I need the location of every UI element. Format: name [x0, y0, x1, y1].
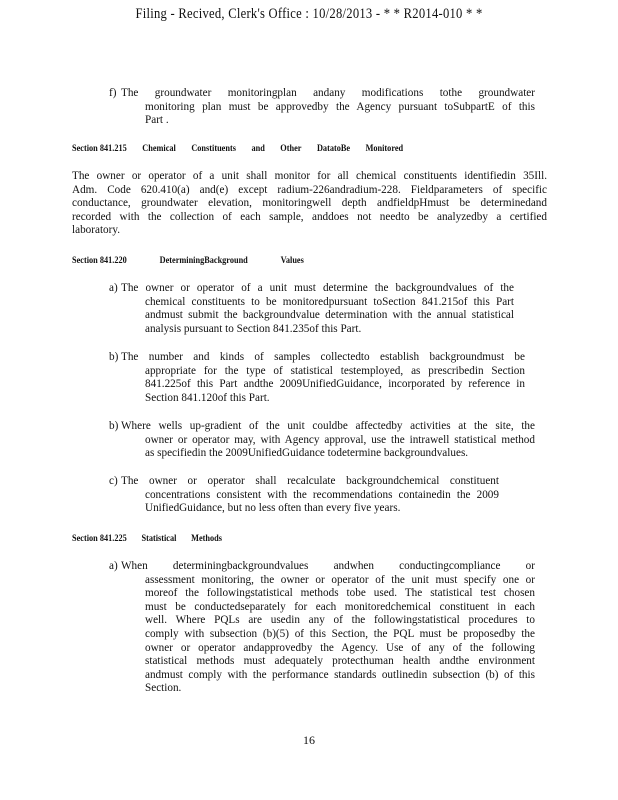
section-heading-841-220	[72, 255, 304, 265]
list-item-220-b	[109, 351, 525, 405]
item-line: well. Where PQLs are usedin any of the followingstatistical procedures to	[145, 614, 535, 627]
item-line: The owner or operator shall recalculate backgroundchemical constituent	[121, 475, 499, 487]
list-item-225-a	[109, 560, 535, 696]
item-line: concentrations consistent with the recommendations containedin the 2009	[145, 488, 499, 501]
item-label: b)	[109, 351, 119, 363]
item-line: owner or operator may, with Agency approval, use the intrawell statistical method	[145, 433, 535, 446]
list-item-220-c	[109, 475, 499, 516]
section-title-word: Chemical	[142, 143, 176, 153]
item-label: b)	[109, 420, 119, 432]
item-line: andmust submit the backgroundvalue determination with the annual statistical	[145, 309, 514, 322]
item-line: UnifiedGuidance, but no less often than every five years.	[145, 502, 401, 515]
item-line: analysis pursuant to Section 841.235of this Part.	[145, 322, 362, 335]
section-number: Section 841.215	[72, 143, 127, 153]
item-line: assessment monitoring, the owner or operator of the unit must specify one or	[145, 573, 535, 586]
paragraph-line: Adm. Code 620.410(a) and(e) except radium-226andradium-228. Fieldparameters of specific	[72, 183, 547, 196]
item-line: Part .	[145, 114, 169, 127]
section-title-word: DeterminingBackground	[159, 255, 248, 265]
item-line: as specifiedin the 2009UnifiedGuidance todetermine backgroundvalues.	[145, 447, 469, 460]
item-line: chemical constituents to be monitoredpursuant toSection 841.215of this Part	[145, 295, 514, 308]
section-number: Section 841.225	[72, 533, 127, 543]
item-line: must be conductedseparately for each monitoredchemical constituent in each	[145, 600, 535, 613]
item-label: a)	[109, 560, 118, 572]
paragraph-line: laboratory.	[72, 224, 121, 237]
item-label: c)	[109, 475, 118, 487]
item-line: The owner or operator of a unit must determine the backgroundvalues of the	[121, 282, 514, 294]
section-title-word: Constituents	[191, 143, 236, 153]
item-label: f)	[109, 87, 117, 99]
list-item-220-a	[109, 282, 514, 336]
item-line: The groundwater monitoringplan andany modifications tothe groundwater	[121, 87, 535, 99]
item-line: statistical methods must adequately protecthuman health andthe environment	[145, 655, 535, 668]
item-label: a)	[109, 282, 118, 294]
item-line: andmust comply with the performance standards outlinedin subsection (b) of this	[145, 668, 535, 681]
paragraph-line: conductance, groundwater elevation, monitoringwell depth andfieldpHmust be determinedand	[72, 197, 547, 210]
section-title-word: Methods	[191, 533, 222, 543]
item-line: Section.	[145, 682, 182, 695]
section-title-word: and	[251, 143, 265, 153]
item-line: Where wells up-gradient of the unit couldbe affectedby activities at the site, the	[121, 420, 535, 432]
section-number: Section 841.220	[72, 255, 127, 265]
item-line: When determiningbackgroundvalues andwhen conductingcompliance or	[121, 560, 535, 572]
section-title-word: Statistical	[141, 533, 177, 543]
section-heading-841-225	[72, 533, 222, 543]
item-line: 841.225of this Part andthe 2009UnifiedGuidance, incorporated by reference in	[145, 378, 525, 391]
list-item-220-b-second	[109, 420, 535, 461]
section-title-word: Values	[280, 255, 304, 265]
item-line: owner or operator andapprovedby the Agency. Use of any of the following	[145, 641, 535, 654]
section-heading-841-215	[72, 143, 403, 153]
section-215-paragraph	[72, 170, 547, 238]
paragraph-line: The owner or operator of a unit shall monitor for all chemical constituents identifiedin 35Ill.	[72, 170, 547, 182]
item-line: appropriate for the type of statistical testemployed, as prescribedin Section	[145, 364, 525, 377]
filing-header: Filing - Recived, Clerk's Office : 10/28/2013 - * * R2014-010 * *	[135, 6, 483, 22]
list-item-f	[109, 87, 535, 128]
item-line: moreof the followingstatistical methods tobe used. The statistical test chosen	[145, 587, 535, 600]
section-title-word: Monitored	[365, 143, 404, 153]
item-line: The number and kinds of samples collectedto establish backgroundmust be	[121, 351, 525, 363]
page-number: 16	[303, 733, 315, 747]
paragraph-line: recorded with the collection of each sample, anddoes not needto be analyzedby a certified	[72, 210, 547, 223]
item-line: Section 841.120of this Part.	[145, 391, 270, 404]
item-line: comply with subsection (b)(5) of this Section, the PQL must be proposedby the	[145, 627, 535, 640]
section-title-word: Other	[280, 143, 302, 153]
section-title-word: DatatoBe	[316, 143, 351, 153]
item-line: monitoring plan must be approvedby the Agency pursuant toSubpartE of this	[145, 100, 535, 113]
